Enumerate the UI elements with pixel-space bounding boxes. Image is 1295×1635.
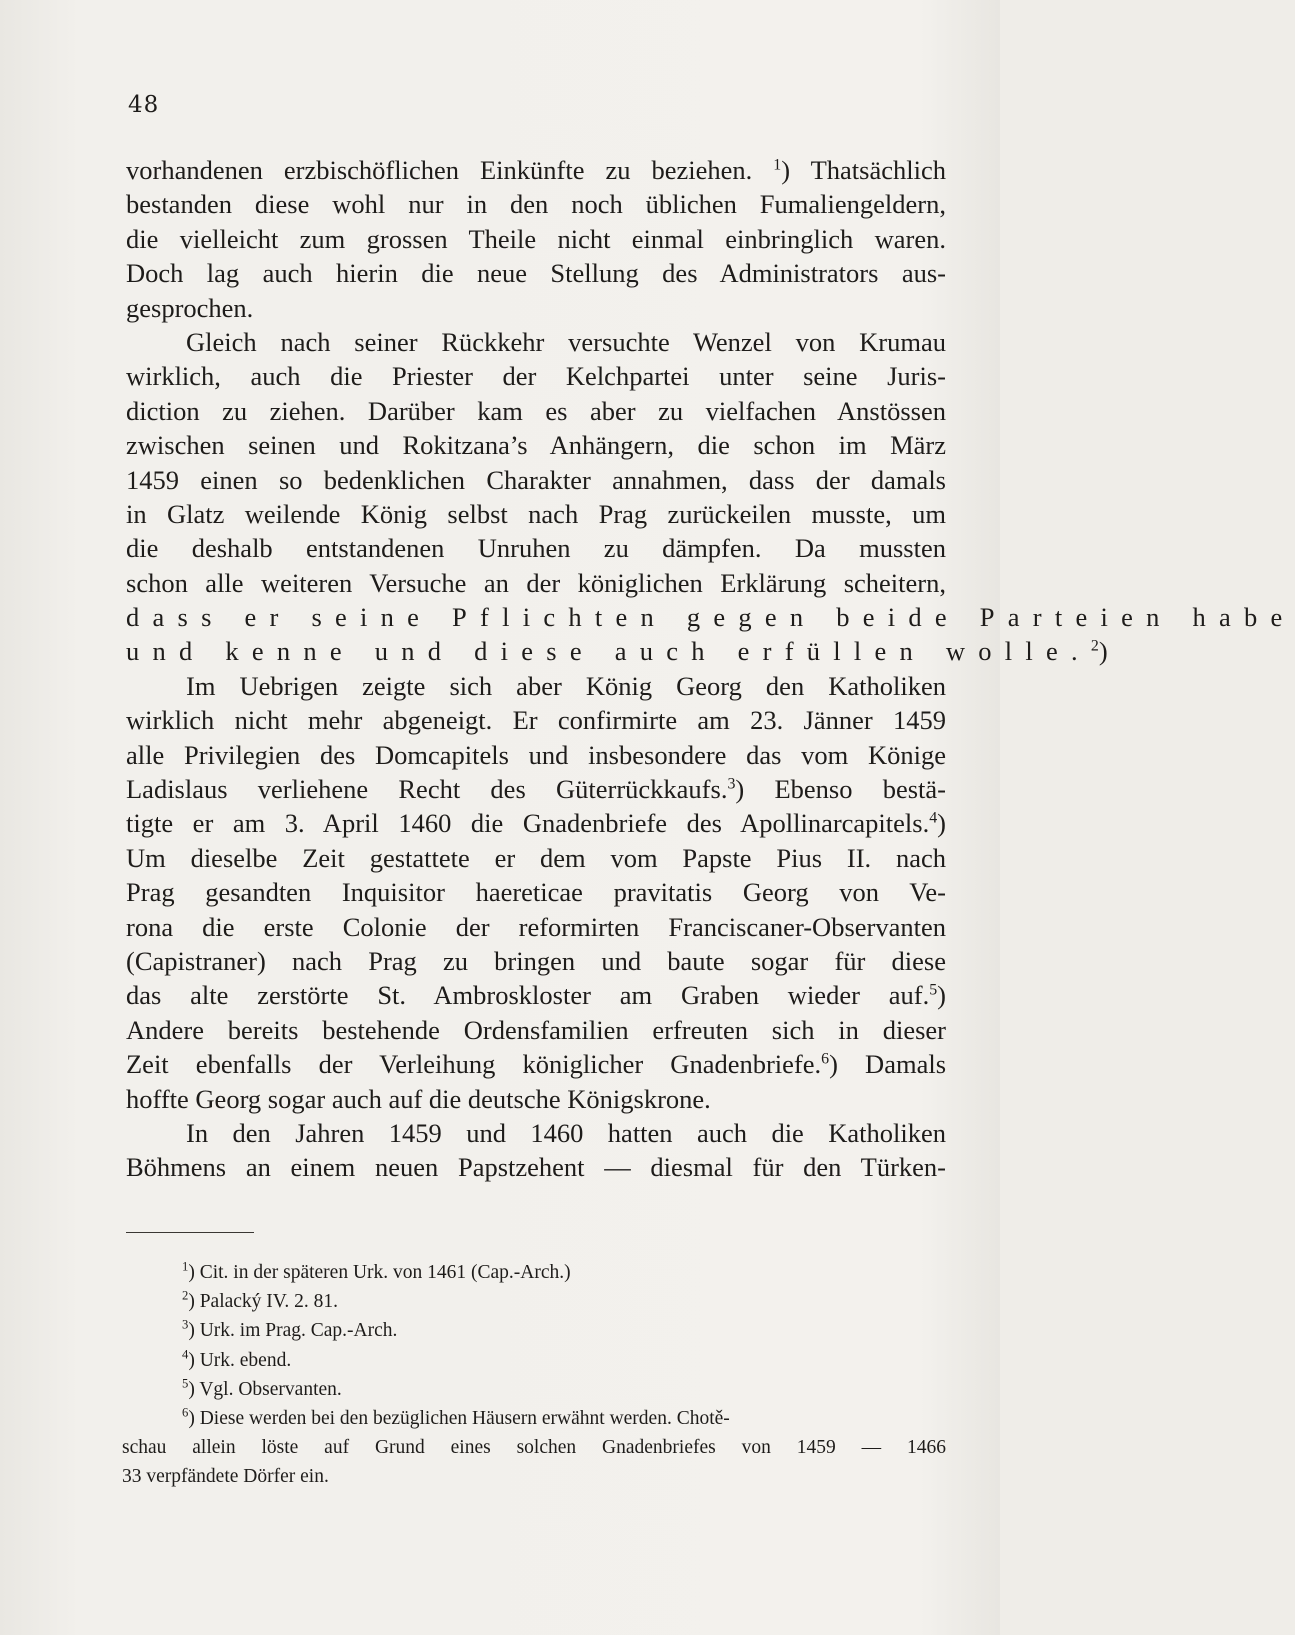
text-line-5: gesprochen. xyxy=(126,292,254,323)
text-line-13: schon alle weiteren Versuche an der königlichen Erklärung scheitern, xyxy=(126,567,946,598)
footnote-6-continued: schau allein löste auf Grund eines solchen Gnadenbriefes von 1459 — 1466 xyxy=(122,1437,946,1459)
text-line-3: die vielleicht zum grossen Theile nicht einmal einbringlich waren. xyxy=(126,223,946,254)
text-line-7: wirklich, auch die Priester der Kelchpartei unter seine Juris- xyxy=(126,361,946,392)
text-line-25: das alte zerstörte St. Ambroskloster am Graben wieder auf.$^5$) xyxy=(126,980,946,1011)
text-line-17: wirklich nicht mehr abgeneigt. Er confirmirte am 23. Jänner 1459 xyxy=(126,705,946,736)
main-text xyxy=(126,153,1295,1185)
page-number: 48 xyxy=(128,92,160,118)
text-line-4: Doch lag auch hierin die neue Stellung des Administrators aus- xyxy=(126,258,946,289)
footnote-divider xyxy=(126,1232,254,1233)
text-line-2: bestanden diese wohl nur in den noch üblichen Fumaliengeldern, xyxy=(126,189,946,220)
text-line-15: und kenne und diese auch erfüllen wolle.$^2$) xyxy=(126,636,1108,667)
text-line-26: Andere bereits bestehende Ordensfamilien erfreuten sich in dieser xyxy=(126,1014,946,1045)
text-line-1: vorhandenen erzbischöflichen Einkünfte zu beziehen. $^1$) Thatsächlich xyxy=(126,155,946,185)
text-line-22: Prag gesandten Inquisitor haereticae pravitatis Georg von Ve- xyxy=(126,877,946,908)
text-line-8: diction zu ziehen. Darüber kam es aber zu vielfachen Anstössen xyxy=(126,395,946,426)
footnote-5: $^5$) Vgl. Observanten. xyxy=(182,1376,342,1400)
text-line-14: dass er seine Pflichten gegen beide Parteien habe xyxy=(126,602,1295,633)
text-line-30: Böhmens an einem neuen Papstzehent — diesmal für den Türken- xyxy=(126,1152,946,1183)
footnote-6: $^6$) Diese werden bei den bezüglichen Häusern erwähnt werden. Chotě- xyxy=(182,1405,730,1430)
text-line-28: hoffte Georg sogar auch auf die deutsche Königskrone. xyxy=(126,1083,711,1114)
footnote-1: $^1$) Cit. in der späteren Urk. von 1461 (Cap.-Arch.) xyxy=(182,1259,571,1283)
footnote-2: $^2$) Palacký IV. 2. 81. xyxy=(182,1288,338,1313)
text-line-16: Im Uebrigen zeigte sich aber König Georg den Katholiken xyxy=(186,670,946,701)
footnote-4: $^4$) Urk. ebend. xyxy=(182,1347,292,1371)
footnote-6-end: 33 verpfändete Dörfer ein. xyxy=(122,1466,329,1488)
text-line-18: alle Privilegien des Domcapitels und insbesondere das vom Könige xyxy=(126,739,946,770)
text-line-21: Um dieselbe Zeit gestattete er dem vom Papste Pius II. nach xyxy=(126,842,946,873)
text-line-20: tigte er am 3. April 1460 die Gnadenbriefe des Apollinarcapitels.$^4$) xyxy=(126,808,946,839)
text-line-29: In den Jahren 1459 und 1460 hatten auch die Katholiken xyxy=(186,1117,946,1148)
text-line-19: Ladislaus verliehene Recht des Güterrückkaufs.$^3$) Ebenso bestä- xyxy=(126,774,946,805)
text-line-12: die deshalb entstandenen Unruhen zu dämpfen. Da mussten xyxy=(126,533,946,564)
text-line-6: Gleich nach seiner Rückkehr versuchte Wenzel von Krumau xyxy=(186,326,946,357)
text-line-9: zwischen seinen und Rokitzana’s Anhängern, die schon im März xyxy=(126,430,946,461)
text-line-27: Zeit ebenfalls der Verleihung königlicher Gnadenbriefe.$^6$) Damals xyxy=(126,1049,947,1080)
footnote-3: $^3$) Urk. im Prag. Cap.-Arch. xyxy=(182,1317,398,1342)
footnotes xyxy=(122,1258,946,1492)
text-line-10: 1459 einen so bedenklichen Charakter annahmen, dass der damals xyxy=(126,464,946,495)
text-line-11: in Glatz weilende König selbst nach Prag zurückeilen musste, um xyxy=(126,498,946,529)
text-line-23: rona die erste Colonie der reformirten Franciscaner-Observanten xyxy=(126,911,946,942)
text-line-24: (Capistraner) nach Prag zu bringen und baute sogar für diese xyxy=(126,945,946,976)
